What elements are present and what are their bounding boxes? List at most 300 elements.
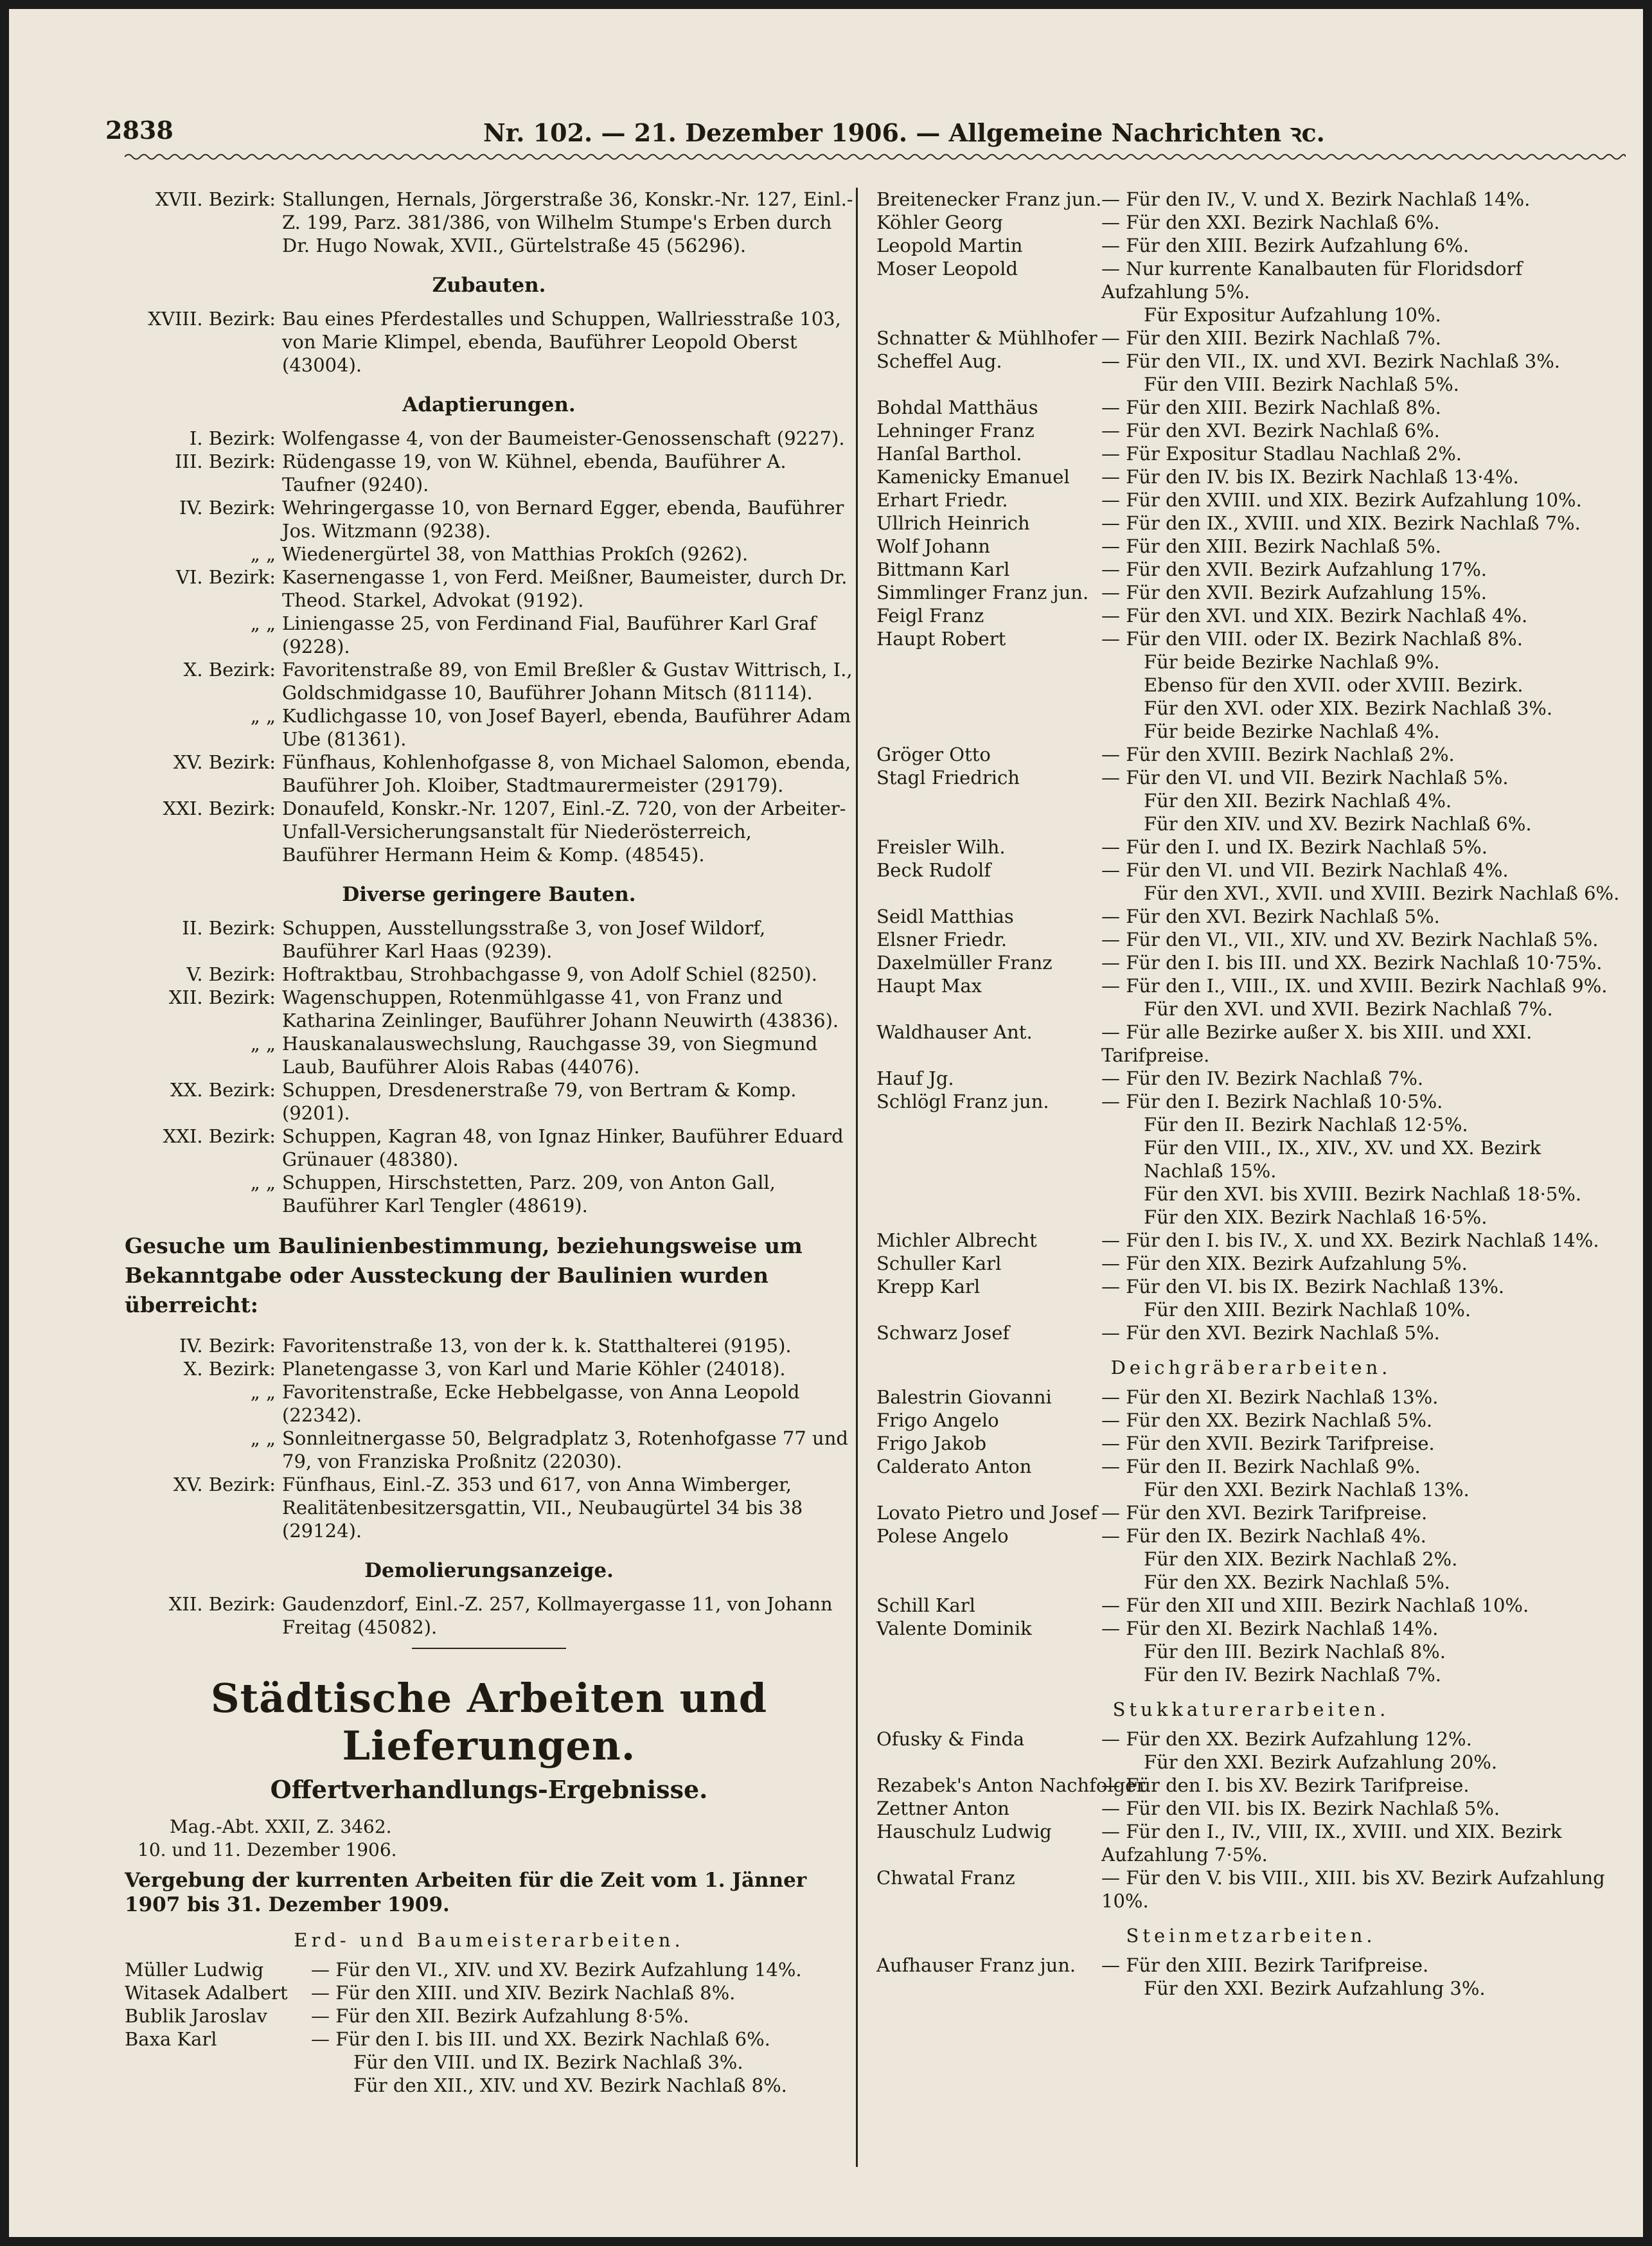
contractor-row: [876, 1229, 1626, 1252]
contractor-row-cont: [876, 1182, 1626, 1206]
contract-terms: — Für den XVIII. und XIX. Bezirk Aufzahlung 10%.: [1101, 489, 1582, 511]
contractor-row: [876, 951, 1626, 974]
contract-terms: — Für den XIII. Bezirk Aufzahlung 6%.: [1101, 235, 1470, 256]
contract-terms: — Für den XVII. Bezirk Tarifpreise.: [1101, 1432, 1435, 1454]
entry-text: Favoritenstraße 13, von der k. k. Statthalterei (9195).: [282, 1335, 792, 1357]
contractor-name: [876, 673, 1101, 697]
contractor-row: [876, 535, 1626, 558]
contractor-row: [876, 396, 1626, 419]
district-label: „ „: [250, 705, 276, 727]
district-label: X. Bezirk:: [183, 1358, 276, 1380]
contractor-row: [876, 1090, 1626, 1113]
contract-terms: — Für den VI., VII., XIV. und XV. Bezirk Nachlaß 5%.: [1101, 929, 1599, 950]
contractor-row: [876, 835, 1626, 859]
contractor-name: Frigo Jakob: [876, 1432, 987, 1454]
running-head: Nr. 102. — 21. Dezember 1906. — Allgemeine Nachrichten ꝛc.: [483, 118, 1325, 147]
header-wavy-rule: [125, 151, 1626, 163]
contract-terms: — Für den XVII. Bezirk Aufzahlung 17%.: [1101, 558, 1488, 580]
contract-terms: Für den III. Bezirk Nachlaß 8%.: [1144, 1641, 1446, 1662]
page-number: 2838: [105, 116, 173, 145]
contract-terms: — Für den VI. bis IX. Bezirk Nachlaß 13%.: [1101, 1276, 1505, 1297]
entry-text: Donaufeld, Konskr.-Nr. 1207, Einl.-Z. 720, von der Arbeiter-Unfall-Versicherungsanstalt für Niederösterreich, Bauführer Hermann Heim & Komp. (48545).: [282, 798, 846, 866]
contractor-row: [876, 1386, 1626, 1409]
contractor-name: Krepp Karl: [876, 1276, 981, 1297]
district-label: „ „: [250, 1381, 276, 1403]
entry-text: Hoftraktbau, Strohbachgasse 9, von Adolf Schiel (8250).: [282, 963, 817, 985]
entry-text: Favoritenstraße 89, von Emil Breßler & Gustav Wittrisch, I., Goldschmidgasse 10, Bauführer Johann Mitsch (81114).: [282, 659, 853, 704]
entry-text: Kudlichgasse 10, von Josef Bayerl, ebenda, Bauführer Adam Ube (81361).: [282, 705, 851, 750]
contractor-row-cont: [876, 1136, 1626, 1182]
contract-terms: Für den IV. Bezirk Nachlaß 7%.: [1144, 1664, 1441, 1686]
contract-terms: — Für den I. und IX. Bezirk Nachlaß 5%.: [1101, 836, 1488, 858]
contractor-row-cont: [876, 1206, 1626, 1229]
district-label: V. Bezirk:: [186, 963, 276, 985]
contractor-name: [876, 1977, 1101, 2000]
contractor-row: [876, 1275, 1626, 1298]
contractor-row-cont: [876, 1113, 1626, 1136]
contractor-row: [876, 558, 1626, 581]
contractor-row: [876, 1021, 1626, 1067]
contractor-name: Feigl Franz: [876, 605, 984, 627]
district-entry: [125, 427, 853, 450]
contractor-row: [876, 1501, 1626, 1524]
contractor-name: Köhler Georg: [876, 211, 1003, 233]
contractor-name: Aufhauser Franz jun.: [876, 1954, 1076, 1976]
contractor-row: [876, 442, 1626, 465]
contract-terms: Für den II. Bezirk Nachlaß 12·5%.: [1144, 1114, 1468, 1136]
contract-terms: Für beide Bezirke Nachlaß 4%.: [1144, 720, 1440, 742]
district-entry: [125, 1078, 853, 1125]
column-divider: [856, 188, 858, 2167]
contractor-name: Erhart Friedr.: [876, 489, 1008, 511]
contract-terms: — Für den XIII. Bezirk Nachlaß 7%.: [1101, 327, 1441, 349]
district-entry: [125, 1334, 853, 1357]
contractor-row-cont: [876, 789, 1626, 812]
contractor-name: Haupt Robert: [876, 628, 1006, 650]
contractor-row-cont: [876, 882, 1626, 905]
contractor-row: [125, 1981, 853, 2004]
district-entry: [125, 751, 853, 797]
newspaper-page: [9, 9, 1643, 2237]
category-stukk: Stukkaturerarbeiten.: [1112, 1698, 1390, 1720]
contractor-row-cont: [876, 1298, 1626, 1321]
district-label: III. Bezirk:: [174, 450, 276, 472]
contractor-row: [876, 1252, 1626, 1275]
contractor-name: Michler Albrecht: [876, 1229, 1037, 1251]
contract-terms: — Für den XI. Bezirk Nachlaß 13%.: [1101, 1386, 1439, 1408]
contractor-name: [876, 303, 1101, 326]
contract-terms: — Für den XIII. Bezirk Nachlaß 8%.: [1101, 397, 1441, 418]
page-header: [9, 9, 1643, 150]
district-label: XXI. Bezirk:: [163, 798, 276, 819]
contractor-row: [876, 1820, 1626, 1866]
contractor-name: [876, 373, 1101, 396]
contractor-row: [876, 974, 1626, 997]
district-entry: [125, 496, 853, 542]
contractor-name: Calderato Anton: [876, 1456, 1032, 1477]
contract-terms: Für den XXI. Bezirk Nachlaß 13%.: [1144, 1479, 1470, 1501]
contract-terms: Für den XIX. Bezirk Nachlaß 2%.: [1144, 1548, 1458, 1570]
contract-terms: Für den VIII. und IX. Bezirk Nachlaß 3%.: [353, 2051, 743, 2073]
district-label: XII. Bezirk:: [168, 1593, 276, 1615]
contractor-name: [876, 1113, 1101, 1136]
contractor-name: [876, 720, 1101, 743]
district-entry: [125, 542, 853, 566]
contractor-name: [125, 2074, 311, 2097]
contractor-name: Bublik Jaroslav: [125, 2005, 267, 2027]
contract-terms: — Für den XIII. und XIV. Bezirk Nachlaß 8%.: [311, 1982, 736, 2004]
contractor-name: Leopold Martin: [876, 235, 1023, 256]
contractor-name: Hauschulz Ludwig: [876, 1821, 1052, 1842]
contractor-row: [876, 1866, 1626, 1912]
erd-list: [125, 1958, 853, 2097]
contract-terms: — Für den XII und XIII. Bezirk Nachlaß 10%.: [1101, 1594, 1529, 1616]
contractor-name: [125, 2051, 311, 2074]
district-entry: [125, 916, 853, 963]
contract-terms: Für beide Bezirke Nachlaß 9%.: [1144, 651, 1440, 673]
contractor-row: [876, 1455, 1626, 1478]
entry-text: Planetengasse 3, von Karl und Marie Köhler (24018).: [282, 1358, 786, 1380]
contractor-name: Gröger Otto: [876, 744, 991, 765]
contract-terms: Für den XVI. und XVII. Bezirk Nachlaß 7%.: [1144, 998, 1553, 1020]
district-entry: [125, 450, 853, 496]
contractor-name: Frigo Angelo: [876, 1409, 999, 1431]
contractor-row: [876, 1067, 1626, 1090]
contractor-name: [876, 650, 1101, 673]
contractor-row: [876, 905, 1626, 928]
contractor-name: Schnatter & Mühlhofer: [876, 327, 1097, 349]
contract-terms: Für den VIII. Bezirk Nachlaß 5%.: [1144, 373, 1459, 395]
district-entry: [125, 566, 853, 612]
contractor-name: Kamenicky Emanuel: [876, 466, 1070, 488]
contractor-row: [876, 928, 1626, 951]
contractor-name: Bittmann Karl: [876, 558, 1010, 580]
contractor-row: [876, 627, 1626, 650]
district-label: X. Bezirk:: [183, 659, 276, 681]
entry-text: Liniengasse 25, von Ferdinand Fial, Bauführer Karl Graf (9228).: [282, 612, 817, 657]
contractor-name: Hanſal Barthol.: [876, 443, 1022, 465]
entry-xvii: [125, 188, 853, 257]
contract-terms: — Für den XIII. Bezirk Tarifpreise.: [1101, 1954, 1429, 1976]
contract-terms: — Für den I., IV., VIII, IX., XVIII. und XIX. Bezirk Aufzahlung 7·5%.: [1101, 1821, 1562, 1866]
contract-terms: — Für den IX. Bezirk Nachlaß 4%.: [1101, 1525, 1426, 1547]
contract-terms: — Für den I. bis IV., X. und XX. Bezirk Nachlaß 14%.: [1101, 1229, 1599, 1251]
district-entry: [125, 612, 853, 658]
contract-terms: — Für den XIX. Bezirk Aufzahlung 5%.: [1101, 1252, 1468, 1274]
contractor-name: Baxa Karl: [125, 2028, 217, 2050]
contract-terms: — Für den IX., XVIII. und XIX. Bezirk Nachlaß 7%.: [1101, 512, 1581, 534]
entry-text: Wehringergasse 10, von Bernard Egger, ebenda, Bauführer Jos. Witzmann (9238).: [282, 497, 844, 542]
entry-text: Rüdengasse 19, von W. Kühnel, ebenda, Bauführer A. Taufner (9240).: [282, 450, 786, 495]
vergebung-text: Vergebung der kurrenten Arbeiten für die Zeit vom 1. Jänner 1907 bis 31. Dezember 1909.: [125, 1869, 807, 1916]
stein-list: [876, 1954, 1626, 2000]
contractor-row: [876, 211, 1626, 234]
contract-terms: — Für den XVI. Bezirk Nachlaß 6%.: [1101, 420, 1440, 441]
contractor-name: Schuller Karl: [876, 1252, 1002, 1274]
contract-terms: — Für den VII. bis IX. Bezirk Nachlaß 5%.: [1101, 1797, 1500, 1819]
contract-terms: — Für den XX. Bezirk Aufzahlung 12%.: [1101, 1728, 1472, 1750]
contract-terms: — Für den II. Bezirk Nachlaß 9%.: [1101, 1456, 1421, 1477]
district-entry: [125, 1427, 853, 1473]
contractor-row-cont: [125, 2051, 853, 2074]
contractor-name: Simmlinger Franz jun.: [876, 582, 1089, 603]
district-entry: [125, 1125, 853, 1171]
district-label: IV. Bezirk:: [179, 497, 276, 519]
contract-terms: Für den XIV. und XV. Bezirk Nachlaß 6%.: [1144, 813, 1532, 835]
district-entry: [125, 1380, 853, 1427]
contractor-name: Ofusky & Finda: [876, 1728, 1025, 1750]
contractor-row-cont: [876, 650, 1626, 673]
district-entry: [125, 1473, 853, 1542]
contractor-row-cont: [876, 1663, 1626, 1686]
district-label: II. Bezirk:: [182, 917, 276, 939]
entry-text: Schuppen, Dresdenerstraße 79, von Bertram & Komp. (9201).: [282, 1079, 797, 1124]
contract-terms: — Für den VIII. oder IX. Bezirk Nachlaß 8%.: [1101, 628, 1523, 650]
contractor-name: [876, 1182, 1101, 1206]
district-label: XVII. Bezirk:: [155, 188, 276, 210]
contract-terms: — Für den XVII. Bezirk Aufzahlung 15%.: [1101, 582, 1488, 603]
contract-terms: Für den XII. Bezirk Nachlaß 4%.: [1144, 790, 1452, 812]
district-entry: [125, 704, 853, 751]
district-label: „ „: [250, 1033, 276, 1055]
sub-title: Offertverhandlungs-Ergebnisse.: [270, 1775, 708, 1804]
contractor-name: Valente Dominik: [876, 1618, 1032, 1639]
contractor-name: Bohdal Matthäus: [876, 397, 1038, 418]
entry-text: Fünfhaus, Kohlenhofgasse 8, von Michael Salomon, ebenda, Bauführer Joh. Kloiber, Stadtmaurermeister (29179).: [282, 751, 851, 796]
contractor-name: Müller Ludwig: [125, 1959, 264, 1981]
contractor-name: Chwatal Franz: [876, 1867, 1015, 1889]
district-label: IV. Bezirk:: [179, 1335, 276, 1357]
contractor-name: Ullrich Heinrich: [876, 512, 1030, 534]
contractor-name: Beck Rudolf: [876, 859, 991, 881]
contract-terms: — Für den VI. und VII. Bezirk Nachlaß 4%.: [1101, 859, 1509, 881]
contractor-row: [876, 581, 1626, 604]
entry-demolierung: [125, 1592, 853, 1639]
contractor-row: [876, 1954, 1626, 1977]
contract-terms: — Für Expositur Stadlau Nachlaß 2%.: [1101, 443, 1462, 465]
contract-terms: Ebenso für den XVII. oder XVIII. Bezirk.: [1144, 674, 1523, 696]
entry-text: Fünfhaus, Einl.-Z. 353 und 617, von Anna Wimberger, Realitätenbesitzersgattin, VII., Neubaugürtel 34 bis 38 (29124).: [282, 1474, 803, 1542]
entry-xviii: [125, 307, 853, 377]
contractor-row: [876, 465, 1626, 488]
contractor-name: [876, 1663, 1101, 1686]
contractor-name: [876, 1547, 1101, 1571]
contractor-row-cont: [876, 1547, 1626, 1571]
contractor-name: Lehninger Franz: [876, 420, 1035, 441]
contractor-name: Daxelmüller Franz: [876, 952, 1052, 974]
contractor-name: [876, 997, 1101, 1021]
district-label: XV. Bezirk:: [173, 1474, 276, 1495]
contract-terms: — Für den IV. bis IX. Bezirk Nachlaß 13·4%.: [1101, 466, 1519, 488]
district-label: XVIII. Bezirk:: [148, 308, 276, 330]
contractor-name: Wolf Johann: [876, 535, 990, 557]
contractor-row: [876, 1409, 1626, 1432]
contractor-row-cont: [876, 673, 1626, 697]
contractor-row-cont: [876, 373, 1626, 396]
big-title: Städtische Arbeiten und Lieferungen.: [210, 1675, 768, 1769]
contractor-row-cont: [876, 1640, 1626, 1663]
section-zubauten: Zubauten.: [432, 274, 546, 297]
deich-list: [876, 1386, 1626, 1686]
entry-text: Kasernengasse 1, von Ferd. Meißner, Baumeister, durch Dr. Theod. Starkel, Advokat (9192).: [282, 566, 848, 611]
contract-terms: — Für den XVIII. Bezirk Nachlaß 2%.: [1101, 744, 1455, 765]
district-label: „ „: [250, 612, 276, 634]
contractor-name: [876, 1751, 1101, 1774]
contract-terms: Für den XX. Bezirk Nachlaß 5%.: [1144, 1571, 1450, 1593]
stukk-list: [876, 1727, 1626, 1912]
contract-terms: Für Expositur Aufzahlung 10%.: [1144, 304, 1441, 326]
contractor-row: [876, 512, 1626, 535]
mag-ref: Mag.-Abt. XXII, Z. 3462.: [170, 1816, 392, 1837]
district-label: VI. Bezirk:: [175, 566, 276, 588]
district-label: XII. Bezirk:: [168, 986, 276, 1008]
contractor-name: [876, 1206, 1101, 1229]
district-entry: [125, 963, 853, 986]
category-deich: Deichgräberarbeiten.: [1110, 1357, 1392, 1378]
contractor-row-cont: [876, 303, 1626, 326]
contractor-name: [876, 812, 1101, 835]
contractor-row: [876, 743, 1626, 766]
contractor-name: Seidl Matthias: [876, 905, 1014, 927]
contractor-name: [876, 1298, 1101, 1321]
contract-terms: — Für den VI., XIV. und XV. Bezirk Aufzahlung 14%.: [311, 1959, 802, 1981]
gesuche-heading: Gesuche um Baulinienbestimmung, beziehungsweise um Bekanntgabe oder Aussteckung der Baulinien wurden überreicht:: [125, 1233, 803, 1317]
contract-terms: — Für den I. bis III. und XX. Bezirk Nachlaß 6%.: [311, 2028, 770, 2050]
contractor-name: Scheffel Aug.: [876, 350, 1002, 372]
contractor-name: Witasek Adalbert: [125, 1982, 288, 2004]
contract-terms: — Für den XXI. Bezirk Nachlaß 6%.: [1101, 211, 1440, 233]
contract-terms: — Für den V. bis VIII., XIII. bis XV. Bezirk Aufzahlung 10%.: [1101, 1867, 1605, 1912]
district-entry: [125, 1032, 853, 1078]
contractor-name: Polese Angelo: [876, 1525, 1009, 1547]
contractor-row-cont: [876, 1751, 1626, 1774]
district-label: „ „: [250, 1427, 276, 1449]
contractor-row-cont: [876, 720, 1626, 743]
district-entry: [125, 1357, 853, 1380]
contractor-row-cont: [876, 697, 1626, 720]
contractor-row-cont: [876, 1478, 1626, 1501]
section-rule: [412, 1648, 566, 1649]
contract-terms: — Für den XVI. Bezirk Nachlaß 5%.: [1101, 1322, 1440, 1344]
district-label: „ „: [250, 1172, 276, 1193]
district-entry: [125, 658, 853, 704]
contractor-row: [876, 1617, 1626, 1640]
contractor-name: Elsner Friedr.: [876, 929, 1008, 950]
contract-terms: — Nur kurrente Kanalbauten für Floridsdorf Aufzahlung 5%.: [1101, 258, 1523, 303]
entry-text: Bau eines Pferdestalles und Schuppen, Wallriesstraße 103, von Marie Klimpel, ebenda, Bauführer Leopold Oberst (43004).: [282, 308, 841, 376]
contractor-row: [876, 1774, 1626, 1797]
contractor-name: [876, 789, 1101, 812]
contractor-name: Schill Karl: [876, 1594, 975, 1616]
district-label: I. Bezirk:: [189, 427, 276, 449]
category-stein: Steinmetzarbeiten.: [1126, 1925, 1376, 1947]
entry-text: Schuppen, Hirschstetten, Parz. 209, von Anton Gall, Bauführer Karl Tengler (48619).: [282, 1172, 776, 1217]
contract-terms: — Für den XI. Bezirk Nachlaß 14%.: [1101, 1618, 1439, 1639]
contractor-name: [876, 1571, 1101, 1594]
contract-terms: Für den XVI. oder XIX. Bezirk Nachlaß 3%.: [1144, 697, 1553, 719]
contract-terms: Für den VIII., IX., XIV., XV. und XX. Bezirk Nachlaß 15%.: [1144, 1137, 1541, 1182]
contractor-row-cont: [876, 997, 1626, 1021]
entry-text: Wiedenergürtel 38, von Matthias Prokſch (9262).: [282, 543, 749, 565]
contractor-row: [876, 1432, 1626, 1455]
contractor-name: Haupt Max: [876, 975, 982, 997]
district-label: XXI. Bezirk:: [163, 1125, 276, 1147]
contractor-row: [876, 859, 1626, 882]
contract-terms: Für den XVI., XVII. und XVIII. Bezirk Nachlaß 6%.: [1144, 882, 1620, 904]
district-label: XV. Bezirk:: [173, 751, 276, 773]
diverse-list: [125, 916, 853, 1217]
entry-text: Gaudenzdorf, Einl.-Z. 257, Kollmayergasse 11, von Johann Freitag (45082).: [282, 1593, 833, 1638]
section-adaptierungen: Adaptierungen.: [402, 393, 576, 416]
section-demolierung: Demolierungsanzeige.: [364, 1559, 614, 1582]
contract-terms: — Für den XVI. und XIX. Bezirk Nachlaß 4%.: [1101, 605, 1528, 627]
contractor-row: [125, 1958, 853, 1981]
erd-cont-list: [876, 188, 1626, 1344]
contractor-name: [876, 1478, 1101, 1501]
contractor-row: [876, 350, 1626, 373]
right-column: [876, 188, 1626, 2000]
contractor-name: Rezabek's Anton Nachfolger: [876, 1774, 1146, 1796]
contract-terms: — Für den IV., V. und X. Bezirk Nachlaß 14%.: [1101, 188, 1531, 210]
contract-terms: — Für den I., VIII., IX. und XVIII. Bezirk Nachlaß 9%.: [1101, 975, 1608, 997]
contractor-name: Stagl Friedrich: [876, 767, 1020, 789]
entry-text: Schuppen, Kagran 48, von Ignaz Hinker, Bauführer Eduard Grünauer (48380).: [282, 1125, 844, 1170]
district-entry: [125, 986, 853, 1032]
district-entry: [125, 1171, 853, 1217]
contract-terms: — Für den I. bis XV. Bezirk Tarifpreise.: [1101, 1774, 1470, 1796]
contractor-row-cont: [876, 1977, 1626, 2000]
contractor-name: [876, 882, 1101, 905]
entry-text: Hauskanalauswechslung, Rauchgasse 39, von Siegmund Laub, Bauführer Alois Rabas (44076).: [282, 1033, 818, 1078]
contract-terms: — Für den XX. Bezirk Nachlaß 5%.: [1101, 1409, 1433, 1431]
contract-terms: — Für den IV. Bezirk Nachlaß 7%.: [1101, 1067, 1424, 1089]
section-diverse: Diverse geringere Bauten.: [342, 883, 636, 906]
contractor-row-cont: [876, 812, 1626, 835]
contractor-row: [876, 234, 1626, 257]
contract-terms: Für den XIX. Bezirk Nachlaß 16·5%.: [1144, 1206, 1488, 1228]
contractor-row: [876, 1594, 1626, 1617]
contractor-row: [876, 1727, 1626, 1751]
gesuche-list: [125, 1334, 853, 1542]
contractor-row: [876, 1321, 1626, 1344]
contract-terms: Für den XXI. Bezirk Aufzahlung 3%.: [1144, 1977, 1486, 1999]
contractor-row-cont: [876, 1571, 1626, 1594]
contractor-name: Balestrin Giovanni: [876, 1386, 1052, 1408]
contract-terms: — Für den VI. und VII. Bezirk Nachlaß 5%.: [1101, 767, 1509, 789]
contract-terms: — Für den I. Bezirk Nachlaß 10·5%.: [1101, 1091, 1443, 1112]
contractor-row: [125, 2028, 853, 2051]
entry-text: Schuppen, Ausstellungsstraße 3, von Josef Wildorf, Bauführer Karl Haas (9239).: [282, 917, 766, 962]
contractor-row-cont: [125, 2074, 853, 2097]
entry-text: Stallungen, Hernals, Jörgerstraße 36, Konskr.-Nr. 127, Einl.-Z. 199, Parz. 381/386, von Wilhelm Stumpe's Erben durch Dr. Hugo Nowak, XVII., Gürtelstraße 45 (56296).: [282, 188, 853, 256]
contractor-name: Moser Leopold: [876, 258, 1018, 280]
contractor-row: [876, 766, 1626, 789]
contract-terms: — Für den I. bis III. und XX. Bezirk Nachlaß 10·75%.: [1101, 952, 1603, 974]
contractor-row: [876, 488, 1626, 512]
left-column: [125, 188, 853, 2097]
contractor-row: [876, 419, 1626, 442]
mag-date: 10. und 11. Dezember 1906.: [138, 1839, 397, 1860]
contract-terms: — Für den XII. Bezirk Aufzahlung 8·5%.: [311, 2005, 689, 2027]
entry-text: Favoritenstraße, Ecke Hebbelgasse, von Anna Leopold (22342).: [282, 1381, 800, 1426]
contractor-row: [876, 1524, 1626, 1547]
entry-text: Wagenschuppen, Rotenmühlgasse 41, von Franz und Katharina Zeinlinger, Bauführer Johann Neuwirth (43836).: [282, 986, 839, 1031]
district-label: „ „: [250, 543, 276, 565]
contract-terms: Für den XXI. Bezirk Aufzahlung 20%.: [1144, 1751, 1498, 1773]
contract-terms: Für den XII., XIV. und XV. Bezirk Nachlaß 8%.: [353, 2074, 787, 2096]
contractor-name: Waldhauser Ant.: [876, 1021, 1033, 1043]
contract-terms: Für den XIII. Bezirk Nachlaß 10%.: [1144, 1299, 1471, 1321]
